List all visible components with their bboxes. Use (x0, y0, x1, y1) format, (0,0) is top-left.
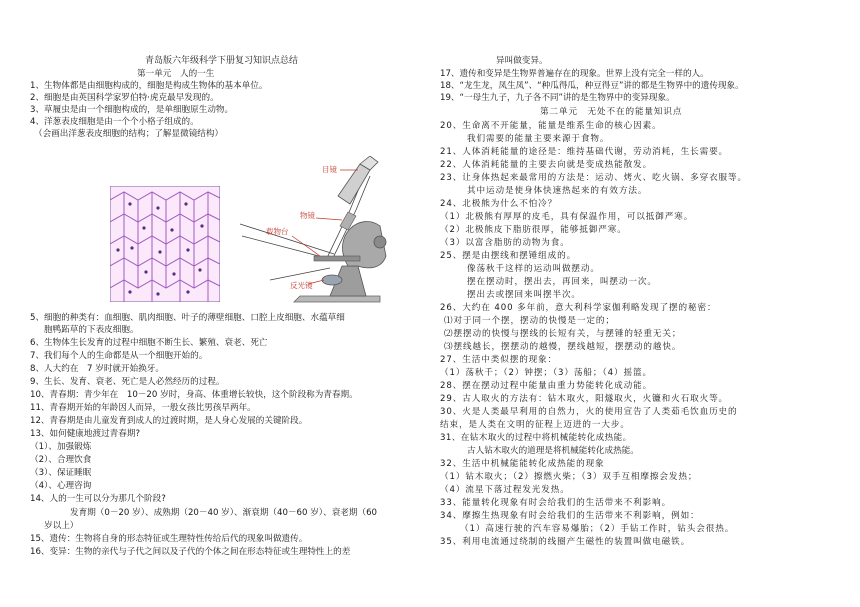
item-24-c: （3）以富含脂肪的动物为食。 (440, 238, 570, 248)
item-14: 14、人的一生可以分为那几个阶段? (30, 494, 166, 504)
label-mirror: 反光镜 (290, 281, 313, 290)
label-objective: 物镜 (300, 211, 315, 220)
figure-cells-microscope (70, 156, 390, 306)
item-34: 34、摩擦生热现象有时会给我们的生活带来不利影响，例如： (440, 511, 700, 521)
unit-one-heading: 第一单元 人的一生 (137, 69, 215, 79)
item-14-stages: 发育期（0－20 岁）、成熟期（20－40 岁）、渐衰期（40－60 岁）、衰老期（60 (70, 508, 378, 518)
item-26-a: ⑴对于同一个摆，摆动的快慢是一定的； (444, 316, 615, 326)
document-title: 青岛版六年级科学下册复习知识点总结 (145, 56, 299, 66)
item-34-a: （1）高速行驶的汽车容易爆胎；（2）手钻工作时，钻头会很热。 (460, 524, 735, 534)
item-25-c: 摆出去或摆回来叫摆半次。 (467, 290, 581, 300)
item-25: 25、摆是由摆线和摆锤组成的。 (440, 251, 577, 261)
item-24-b: （2）北极熊皮下脂肪很厚，能够抵御严寒。 (440, 225, 627, 235)
item-20-cont: 我们需要的能量主要来源于食物。 (467, 134, 610, 144)
item-4-note: （会画出洋葱表皮细胞的结构；了解显微镜结构） (34, 129, 224, 139)
item-30: 30、火是人类最早利用的自然力，火的使用宣告了人类茹毛饮血历史的 (440, 407, 738, 417)
item-29: 29、古人取火的方法有：钻木取火，阳燧取火，火镰和火石取火等。 (440, 394, 729, 404)
microscope-diagram (230, 156, 400, 306)
item-26-b: ⑵摆摆动的快慢与摆线的长短有关，与摆锤的轻重无关； (444, 329, 682, 339)
item-13-b: （2）、合理饮食 (30, 455, 92, 465)
item-17: 17、遗传和变异是生物界普遍存在的现象。世界上没有完全一样的人。 (440, 69, 709, 79)
item-23-cont: 其中运动是使身体快速热起来的有效方法。 (467, 186, 648, 196)
item-14-stages-cont: 岁以上） (44, 521, 79, 531)
item-35: 35、利用电流通过绕制的线圈产生磁性的装置叫做电磁铁。 (440, 537, 691, 547)
item-26-c: ⑶摆线越长，摆摆动的越慢，摆线越短，摆摆动的越快。 (444, 342, 682, 352)
item-20: 20、生命离不开能量，能量是维系生命的核心因素。 (440, 121, 662, 131)
item-25-a: 像荡秋千这样的运动叫做摆动。 (467, 264, 600, 274)
item-13-d: （4）、心理咨询 (30, 481, 92, 491)
item-13: 13、如何健康地渡过青春期? (30, 429, 141, 439)
item-25-b: 摆在摆动时，摆出去，再回来，叫摆动一次。 (467, 277, 657, 287)
item-6: 6、生物体生长发育的过程中细胞不断生长、繁殖、衰老、死亡 (30, 338, 268, 348)
item-10: 10、青春期：青少年在 10－20 岁时，身高、体重增长较快，这个阶段称为青春期。 (30, 390, 358, 400)
item-15: 15、遗传：生物将自身的形态特征或生理特性传给后代的现象叫做遗传。 (30, 534, 308, 544)
item-31-cont: 古人钻木取火的道理是将机械能转化成热能。 (467, 446, 639, 456)
item-24-a: （1）北极熊有厚厚的皮毛，具有保温作用，可以抵御严寒。 (440, 212, 694, 222)
item-32: 32、生活中机械能能转化成热能的现象 (440, 459, 605, 469)
item-27-a: （1）荡秋千；（2）钟摆；（3）荡船；（4）摇篮。 (440, 368, 652, 378)
item-16-cont: 异叫做变异。 (496, 56, 548, 66)
item-26: 26、大约在 400 多年前，意大利科学家伽利略发现了摆的秘密： (440, 303, 717, 313)
item-24: 24、北极熊为什么不怕冷？ (440, 199, 558, 209)
item-30-cont: 结束，是人类在文明的征程上迈进的一大步。 (440, 420, 630, 430)
item-31: 31、在钻木取火的过程中将机械能转化成热能。 (440, 433, 632, 443)
item-32-b: （4）流星下落过程发光发热。 (440, 485, 570, 495)
unit-two-heading: 第二单元 无处不在的能量知识点 (540, 107, 683, 117)
item-22: 22、人体消耗能量的主要去向就是变成热能散发。 (440, 160, 653, 170)
item-13-c: （3）、保证睡眠 (30, 468, 92, 478)
label-eyepiece: 目镜 (322, 165, 337, 174)
item-4: 4、洋葱表皮细胞是由一个个小格子组成的。 (30, 117, 199, 127)
item-2: 2、细胞是由英国科学家罗伯特·虎克最早发现的。 (30, 93, 219, 103)
item-9: 9、生长、发育、衰老、死亡是人必然经历的过程。 (30, 377, 225, 387)
item-23: 23、让身体热起来最常用的方法是：运动、烤火、吃火锅、多穿衣服等。 (440, 173, 748, 183)
item-12: 12、青春期是由儿童发育到成人的过渡时期，是人身心发展的关键阶段。 (30, 416, 308, 426)
item-7: 7、我们每个人的生命都是从一个细胞开始的。 (30, 351, 208, 361)
item-5: 5、细胞的种类有：血细胞、肌肉细胞、叶子的薄壁细胞、口腔上皮细胞、水蕴草细 (30, 313, 345, 323)
onion-cell-diagram (110, 186, 220, 302)
item-32-a: （1）钻木取火；（2）擦燃火柴；（3）双手互相摩擦会发热； (440, 472, 698, 482)
item-1: 1、生物体都是由细胞构成的，细胞是构成生物体的基本单位。 (30, 81, 268, 91)
item-27: 27、生活中类似摆的现象： (440, 355, 558, 365)
item-28: 28、摆在摆动过程中能量由重力势能转化成动能。 (440, 381, 653, 391)
item-13-a: （1）、加强锻炼 (30, 442, 92, 452)
item-33: 33、能量转化现象有时会给我们的生活带来不利影响。 (440, 498, 672, 508)
item-5-cont: 胞鸭跖草的下表皮细胞。 (44, 325, 139, 335)
item-16: 16、变异：生物的亲代与子代之间以及子代的个体之间在形态特征或生理特性上的差 (30, 547, 351, 557)
item-19: 19、“一母生九子，九子各不同”讲的是生物界中的变异现象。 (440, 93, 675, 103)
item-8: 8、人大约在 7 岁时就开始换牙。 (30, 364, 164, 374)
item-18: 18、“龙生龙，凤生凤”、“种瓜得瓜，种豆得豆”讲的都是生物界中的遗传现象。 (440, 81, 744, 91)
item-3: 3、草履虫是由一个细胞构成的，是单细胞原生动物。 (30, 105, 234, 115)
item-21: 21、人体消耗能量的途径是：维持基础代谢，劳动消耗，生长需要。 (440, 147, 729, 157)
label-stage: 载物台 (266, 227, 289, 236)
item-11: 11、青春期开始的年龄因人而异，一般女孩比男孩早两年。 (30, 403, 256, 413)
